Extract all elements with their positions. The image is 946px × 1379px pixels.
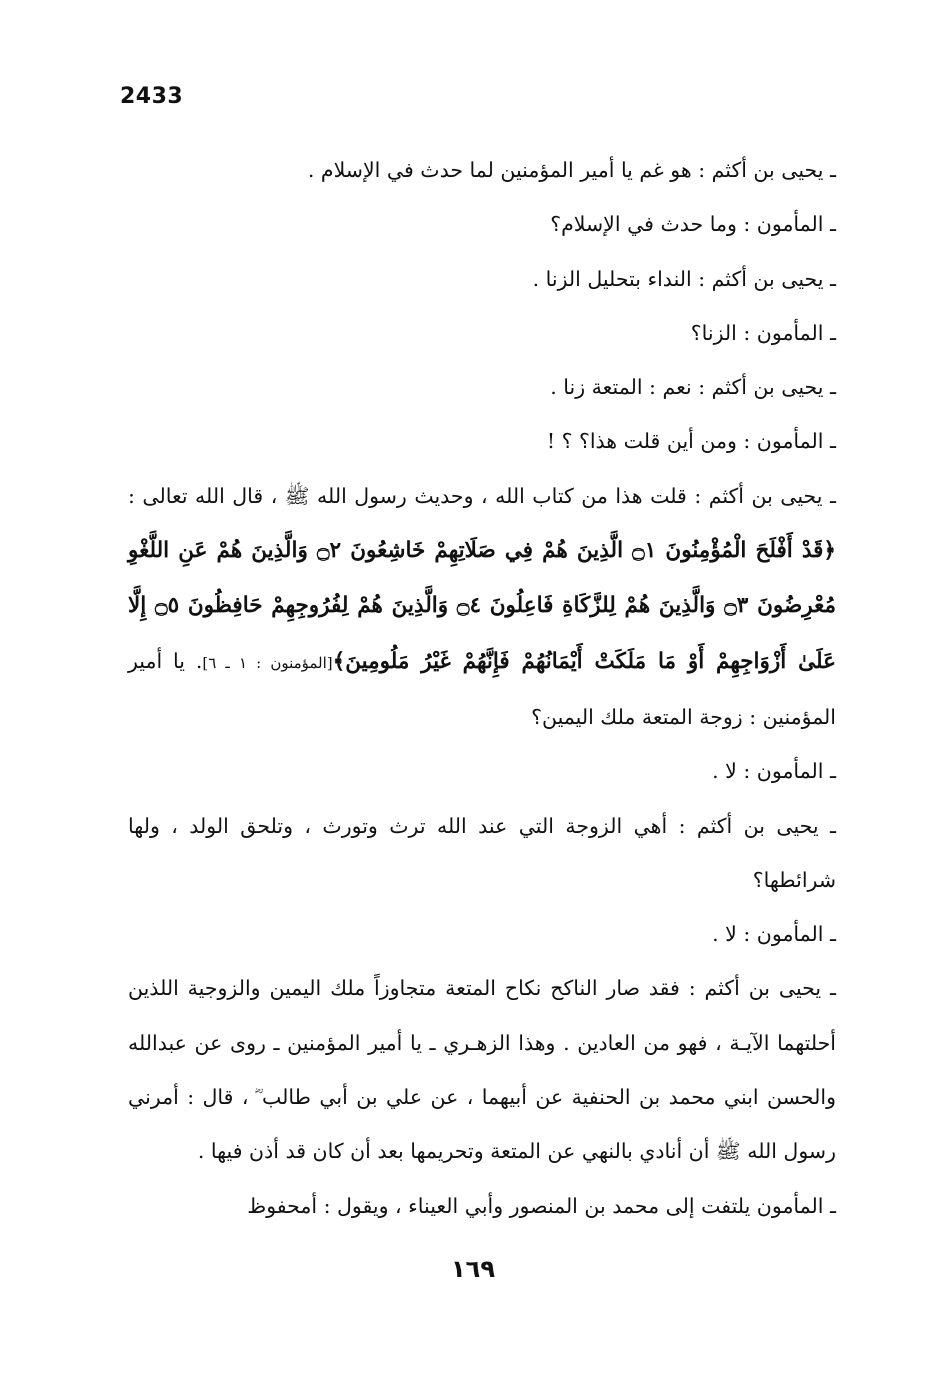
running-head-page-ref: 2433 bbox=[120, 84, 184, 109]
dialogue-line-8: ـ يحيى بن أكثم : أهي الزوجة التي عند الله ترث وتورث ، وتلحق الولد ، ولها شرائطها؟ bbox=[128, 813, 836, 892]
page-number: ١٦٩ bbox=[451, 1255, 495, 1283]
dialogue-line-11: ـ المأمون يلتفت إلى محمد بن المنصور وأبي العيناء ، ويقول : أمحفوظ bbox=[247, 1193, 836, 1218]
quran-verses: ﴿قَدْ أَفْلَحَ الْمُؤْمِنُونَ ۝١ الَّذِينَ هُمْ فِي صَلَاتِهِمْ خَاشِعُونَ ۝٢ وَالَّذِينَ هُمْ عَنِ اللَّغْوِ مُعْرِضُونَ ۝٣ وَالَّذِينَ هُمْ لِلزَّكَاةِ فَاعِلُونَ ۝٤ وَالَّذِينَ هُمْ لِفُرُوجِهِمْ حَافِظُونَ ۝٥ إِلَّا عَلَىٰ أَزْوَاجِهِمْ أَوْ مَا مَلَكَتْ أَيْمَانُهُمْ فَإِنَّهُمْ غَيْرُ مَلُومِينَ﴾ bbox=[128, 538, 837, 674]
quran-paragraph bbox=[128, 469, 836, 744]
dialogue-line-7: ـ المأمون : لا . bbox=[712, 759, 836, 784]
dialogue-line-5: ـ يحيى بن أكثم : نعم : المتعة زنا . bbox=[550, 375, 836, 400]
quran-citation: [المؤمنون : ١ ـ ٦] bbox=[202, 653, 333, 672]
dialogue-line-6: ـ المأمون : ومن أين قلت هذا؟ ؟ ! bbox=[546, 429, 836, 454]
dialogue-line-4: ـ المأمون : الزنا؟ bbox=[690, 320, 836, 345]
dialogue-line-1: ـ يحيى بن أكثم : هو غم يا أمير المؤمنين لما حدث في الإسلام . bbox=[307, 158, 836, 182]
dialogue-line-3: ـ يحيى بن أكثم : النداء بتحليل الزنا . bbox=[532, 266, 836, 291]
dialogue-line-2: ـ المأمون : وما حدث في الإسلام؟ bbox=[550, 212, 836, 237]
quran-after: . يا أمير المؤمنين : زوجة المتعة ملك اليمين؟ bbox=[128, 648, 836, 729]
quran-intro: ـ يحيى بن أكثم : قلت هذا من كتاب الله ، وحديث رسول الله ﷺ ، قال الله تعالى : bbox=[128, 483, 836, 508]
dialogue-line-10: ـ يحيى بن أكثم : فقد صار الناكح نكاح المتعة متجاوزاً ملك اليمين والزوجية اللذين أحلتهما الآيـة ، فهو من العادين . وهذا الزهـري ـ يا أمير المؤمنين ـ روى عن عبدالله والحسن ابني محمد بن الحنفية عن أبيهما ، عن علي بن أبي طالب ؓ ، قال : أمرني رسول الله ﷺ أن أنادي بالنهي عن المتعة وتحريمها بعد أن كان قد أذن فيها . bbox=[128, 976, 836, 1164]
body-text bbox=[128, 143, 836, 1233]
dialogue-line-9: ـ المأمون : لا . bbox=[712, 922, 836, 947]
